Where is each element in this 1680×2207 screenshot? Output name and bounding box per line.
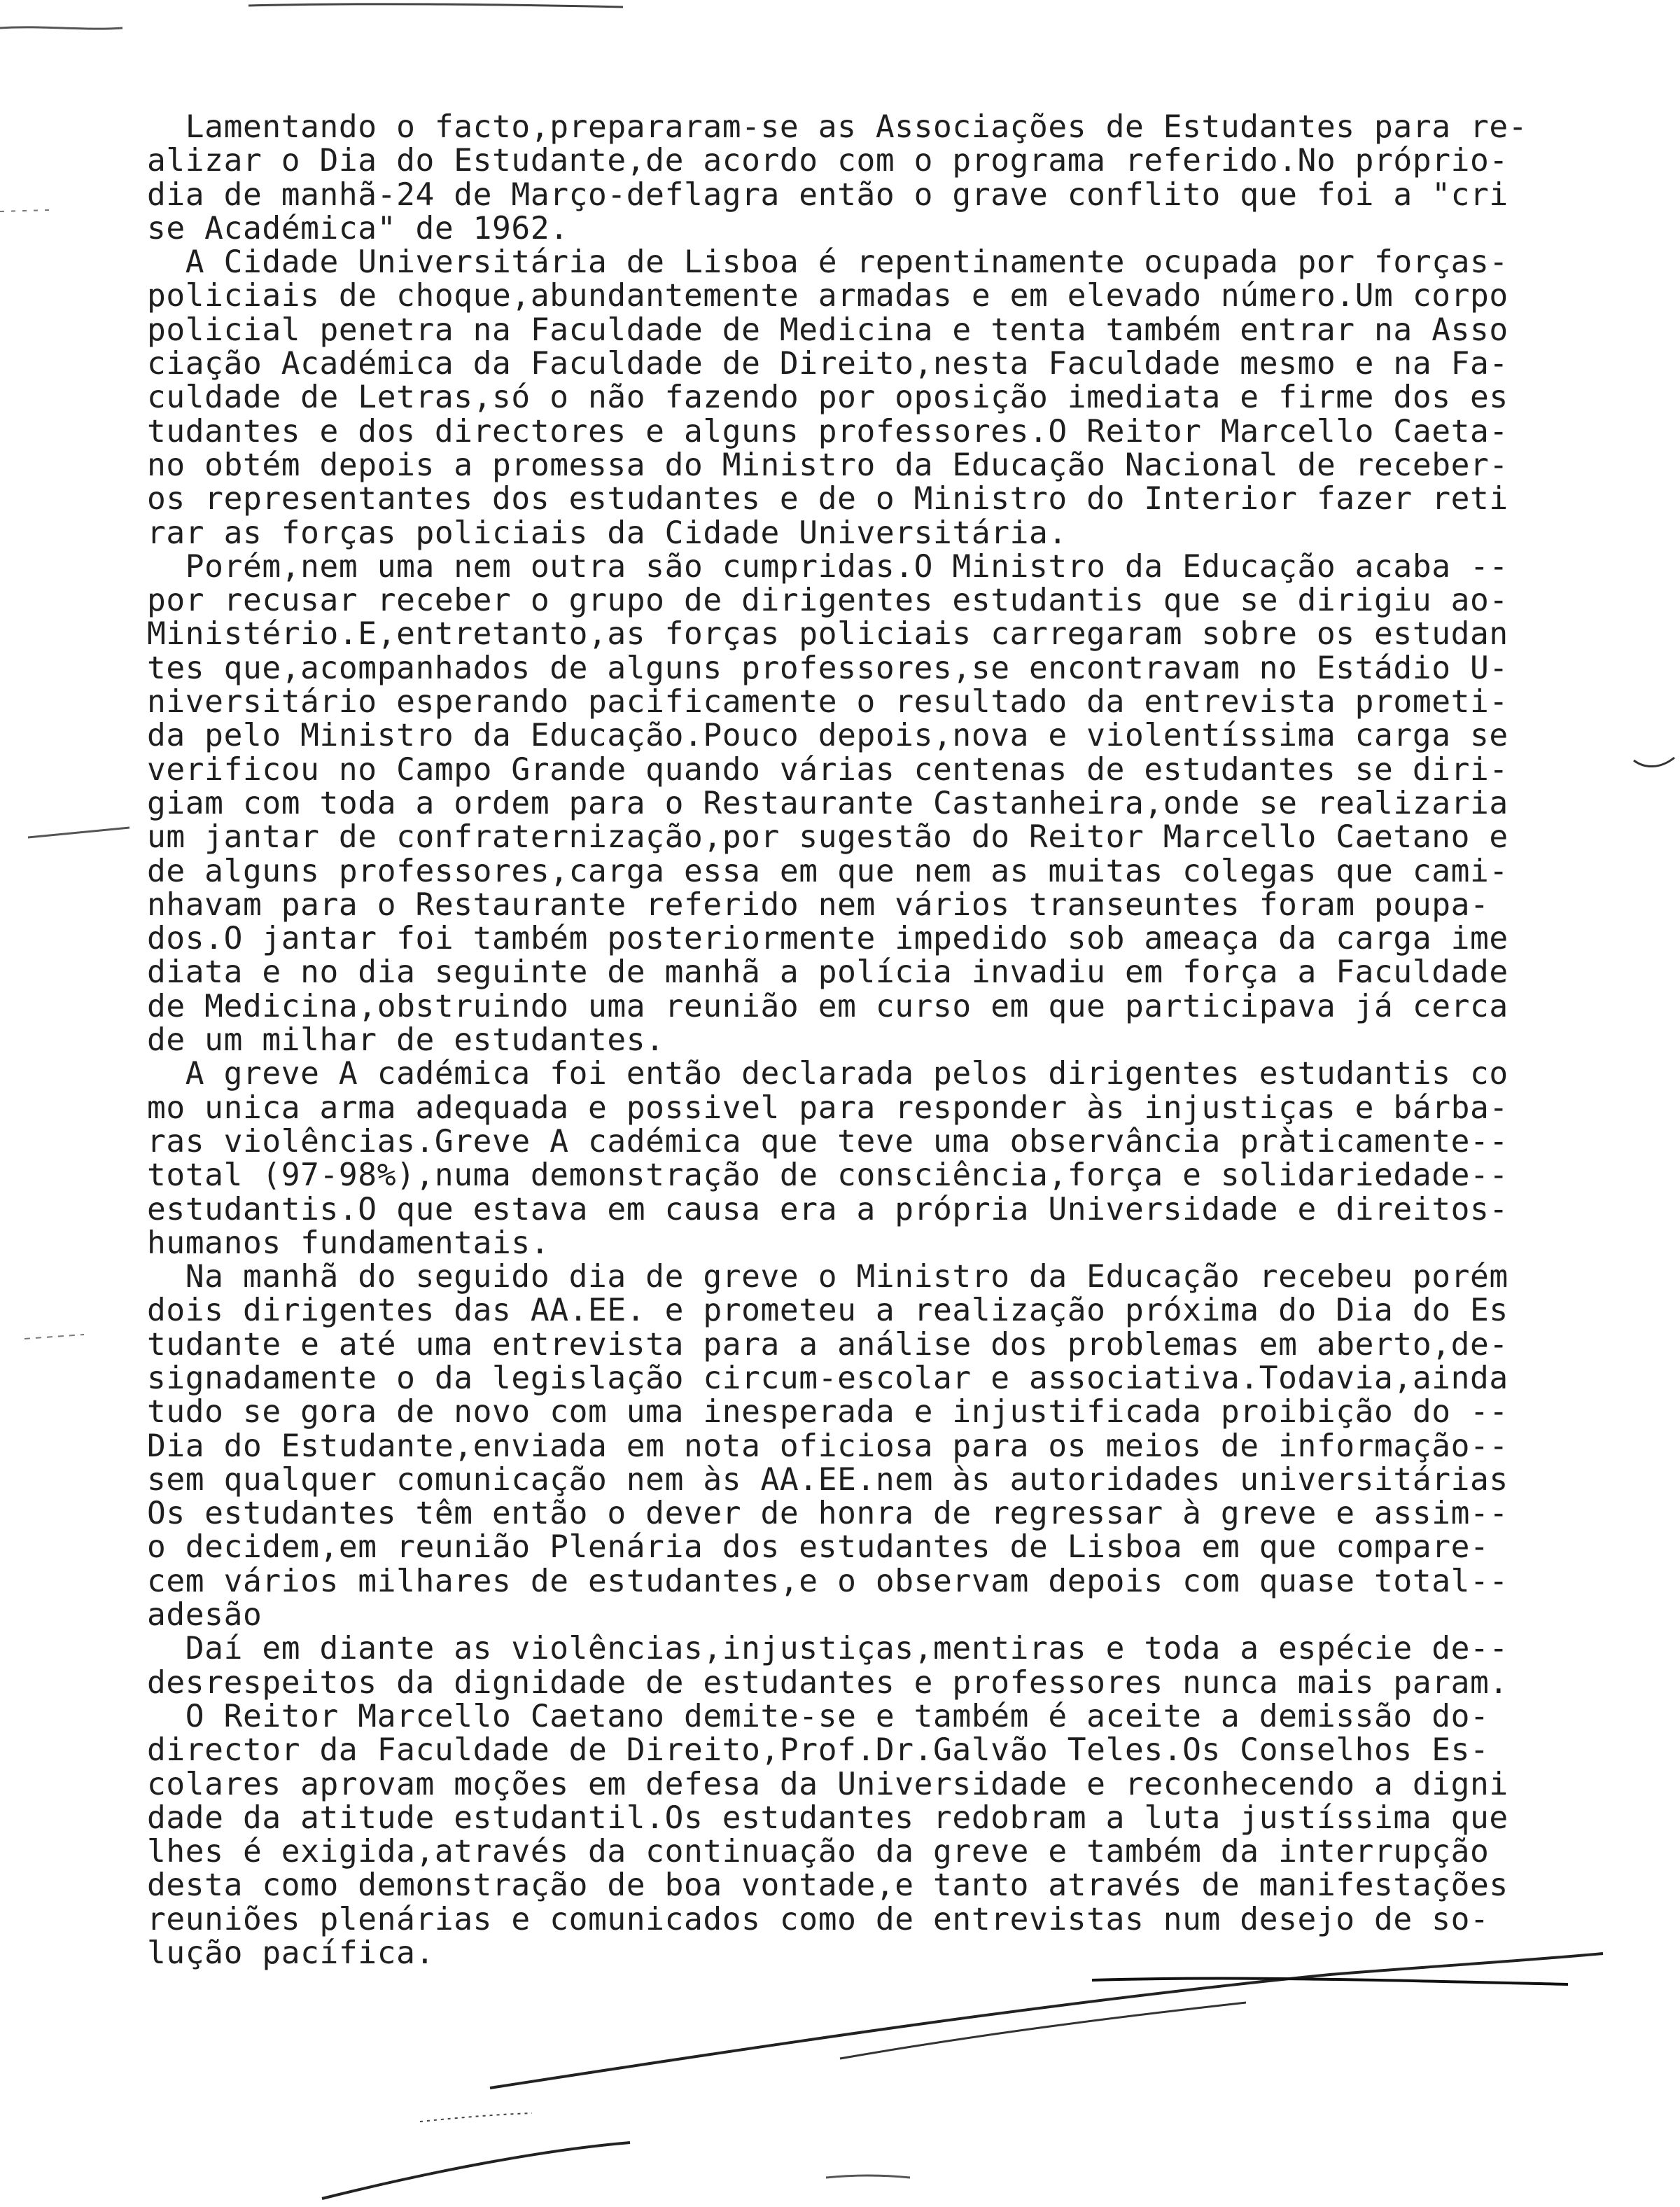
bottom-scribble-3 [322,2143,630,2199]
text-line: director da Faculdade de Direito,Prof.Dr.Galvão Teles.Os Conselhos Es- [147,1732,1490,1769]
text-line: Ministério.E,entretanto,as forças policiais carregaram sobre os estudan [147,616,1508,653]
top-edge-mark [248,4,623,7]
text-line: desrespeitos da dignidade de estudantes e professores nunca mais param. [147,1664,1508,1701]
text-line: total (97-98%),numa demonstração de consciência,força e solidariedade-- [147,1157,1508,1194]
text-line: dade da atitude estudantil.Os estudantes redobram a luta justíssima que [147,1799,1508,1836]
text-line: giam com toda a ordem para o Restaurante Castanheira,onde se realizaria [147,785,1508,821]
text-line: os representantes dos estudantes e de o Ministro do Interior fazer reti [147,481,1508,517]
text-line: o decidem,em reunião Plenária dos estudantes de Lisboa em que compare- [147,1529,1490,1566]
text-line: mo unica arma adequada e possivel para responder às injustiças e bárba- [147,1089,1508,1126]
text-line: lhes é exigida,através da continuação da greve e também da interrupção [147,1834,1490,1870]
text-line: Dia do Estudante,enviada em nota oficiosa para os meios de informação-- [147,1428,1508,1464]
text-line: dia de manhã-24 de Março-deflagra então o grave conflito que foi a "cri [147,176,1508,213]
text-line: Os estudantes têm então o dever de honra de regressar à greve e assim-- [147,1496,1508,1532]
text-line: cem vários milhares de estudantes,e o observam depois com quase total-- [147,1563,1508,1599]
text-line: desta como demonstração de boa vontade,e tanto através de manifestações [147,1867,1508,1904]
text-line: ciação Académica da Faculdade de Direito,nesta Faculdade mesmo e na Fa- [147,346,1508,382]
text-line: O Reitor Marcello Caetano demite-se e também é aceite a demissão do- [147,1698,1490,1734]
text-line: alizar o Dia do Estudante,de acordo com o programa referido.No próprio- [147,143,1508,179]
paragraph-1 [147,111,1624,246]
top-left-smudge [0,27,122,29]
text-line: Daí em diante as violências,injustiças,mentiras e toda a espécie de-- [147,1631,1508,1667]
text-line: Porém,nem uma nem outra são cumpridas.O Ministro da Educação acaba -- [147,548,1508,585]
text-line: Na manhã do seguido dia de greve o Ministro da Educação recebeu porém [147,1259,1508,1295]
left-margin-dash-2 [28,828,130,837]
text-line: colares aprovam moções em defesa da Universidade e reconhecendo a digni [147,1766,1508,1802]
text-line: adesão [147,1597,262,1634]
text-line: verificou no Campo Grande quando várias centenas de estudantes se diri- [147,751,1508,788]
text-line: culdade de Letras,só o não fazendo por oposição imediata e firme dos es [147,380,1508,416]
text-line: da pelo Ministro da Educação.Pouco depois,nova e violentíssima carga se [147,718,1508,754]
bottom-scribble-4 [420,2113,532,2122]
paragraph-4 [147,1057,1624,1260]
text-line: niversitário esperando pacificamente o resultado da entrevista prometi- [147,684,1508,720]
paragraph-3 [147,550,1624,1057]
text-line: A Cidade Universitária de Lisboa é repentinamente ocupada por forças- [147,244,1508,281]
text-line: se Académica" de 1962. [147,210,569,246]
left-margin-dash-1 [0,210,49,211]
text-line: policial penetra na Faculdade de Medicina e tenta também entrar na Asso [147,312,1508,348]
text-line: reuniões plenárias e comunicados como de entrevistas num desejo de so- [147,1901,1490,1937]
text-line: dois dirigentes das AA.EE. e prometeu a realização próxima do Dia do Es [147,1293,1508,1329]
right-margin-stroke [1634,758,1674,767]
left-margin-dash-3 [24,1335,84,1339]
text-line: de Medicina,obstruindo uma reunião em curso em que participava já cerca [147,988,1508,1024]
text-line: no obtém depois a promessa do Ministro da Educação Nacional de receber- [147,447,1508,483]
text-line: Lamentando o facto,prepararam-se as Associações de Estudantes para re- [147,109,1528,145]
text-line: signadamente o da legislação circum-escolar e associativa.Todavia,ainda [147,1360,1508,1396]
paragraph-5 [147,1260,1624,1632]
text-line: nhavam para o Restaurante referido nem vários transeuntes foram poupa- [147,886,1490,923]
typed-document [147,111,1624,1970]
bottom-scribble-2 [840,2003,1246,2059]
text-line: A greve A cadémica foi então declarada pelos dirigentes estudantis co [147,1056,1508,1092]
text-line: ras violências.Greve A cadémica que teve uma observância pràticamente-- [147,1123,1508,1160]
text-line: rar as forças policiais da Cidade Universitária. [147,515,1068,551]
text-line: por recusar receber o grupo de dirigentes estudantis que se dirigiu ao- [147,583,1508,619]
paragraph-2 [147,246,1624,550]
paragraph-6 [147,1632,1624,1700]
text-line: diata e no dia seguinte de manhã a polícia invadiu em força a Faculdade [147,954,1508,991]
text-line: tudo se gora de novo com uma inesperada e injustificada proibição do -- [147,1394,1508,1430]
text-line: tudante e até uma entrevista para a análise dos problemas em aberto,de- [147,1326,1508,1363]
text-line: estudantis.O que estava em causa era a própria Universidade e direitos- [147,1191,1508,1227]
text-line: lução pacífica. [147,1935,435,1972]
strike-through-line [1092,1979,1568,1984]
text-line: de um milhar de estudantes. [147,1022,665,1059]
bottom-scribble-1 [490,1954,1603,2088]
text-line: policiais de choque,abundantemente armadas e em elevado número.Um corpo [147,278,1508,314]
text-line: dos.O jantar foi também posteriormente impedido sob ameaça da carga ime [147,921,1508,957]
text-line: de alguns professores,carga essa em que nem as muitas colegas que cami- [147,853,1508,889]
text-line: tudantes e dos directores e alguns professores.O Reitor Marcello Caeta- [147,413,1508,450]
text-line: um jantar de confraternização,por sugestão do Reitor Marcello Caetano e [147,819,1508,856]
text-line: humanos fundamentais. [147,1225,550,1261]
text-line: tes que,acompanhados de alguns professores,se encontravam no Estádio U- [147,650,1508,686]
paragraph-7 [147,1700,1624,1970]
bottom-scribble-5 [826,2175,910,2178]
text-line: sem qualquer comunicação nem às AA.EE.nem às autoridades universitárias [147,1461,1508,1498]
